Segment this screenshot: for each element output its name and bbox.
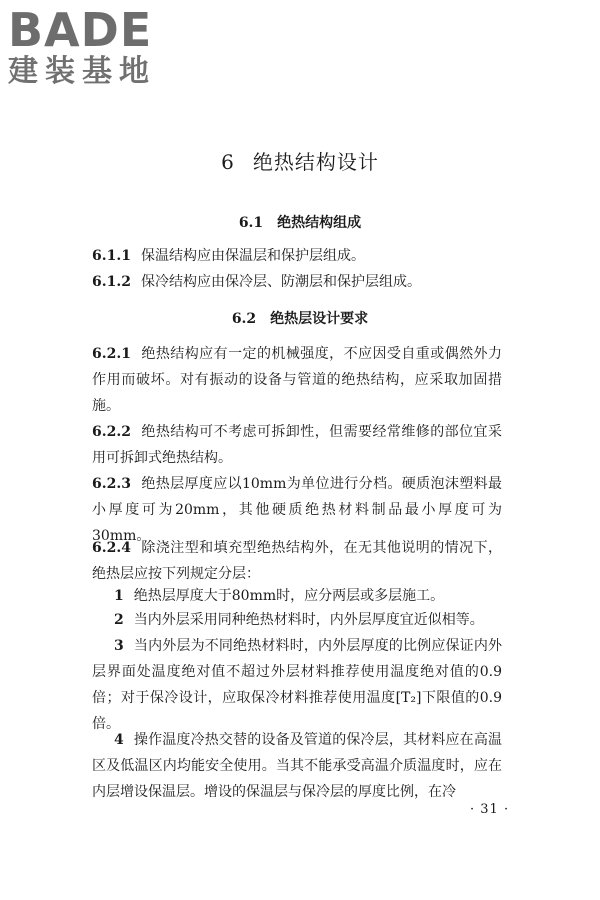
clause-text: 绝热结构应有一定的机械强度，不应因受自重或偶然外力作用而破坏。对有振动的设备与管道的绝热结构，应采取加固措施。 — [92, 346, 502, 414]
item-text: 当内外层为不同绝热材料时，内外层厚度的比例应保证内外层界面处温度绝对值不超过外层材料推荐使用温度绝对值的0.9倍；对于保冷设计，应取保冷材料推荐使用温度[T₂]下限值的0.9倍。 — [92, 638, 502, 732]
clause-number: 6.1.2 — [92, 274, 131, 290]
clause-6-1-2 — [92, 269, 502, 295]
section-title-text: 绝热层设计要求 — [270, 311, 369, 327]
list-item-2 — [92, 607, 502, 633]
logo-mark: BADE — [8, 3, 153, 57]
logo-subtitle: 建装基地 — [8, 54, 156, 89]
clause-text: 保冷结构应由保冷层、防潮层和保护层组成。 — [140, 274, 421, 290]
logo — [8, 3, 178, 89]
list-item-4 — [92, 727, 502, 805]
section-title-text: 绝热结构组成 — [277, 215, 362, 231]
clause-number: 6.1.1 — [92, 248, 131, 264]
section-number: 6.1 — [238, 215, 264, 231]
list-item-1 — [92, 583, 502, 609]
clause-number: 6.2.2 — [92, 424, 131, 440]
section-title-6-1 — [0, 212, 600, 232]
chapter-title-text: 绝热结构设计 — [252, 150, 379, 174]
clause-number: 6.2.1 — [92, 346, 131, 362]
clause-text: 绝热层厚度应以10mm为单位进行分档。硬质泡沫塑料最小厚度可为20mm，其他硬质绝热材料制品最小厚度可为30mm。 — [92, 476, 502, 544]
item-text: 绝热层厚度大于80mm时，应分两层或多层施工。 — [133, 588, 445, 604]
clause-text: 保温结构应由保温层和保护层组成。 — [140, 248, 365, 264]
section-title-6-2 — [0, 308, 600, 328]
chapter-number: 6 — [221, 150, 235, 174]
clause-text: 除浇注型和填充型绝热结构外，在无其他说明的情况下，绝热层应按下列规定分层： — [92, 540, 502, 582]
item-text: 操作温度冷热交替的设备及管道的保冷层，其材料应在高温区及低温区内均能安全使用。当其不能承受高温介质温度时，应在内层增设保温层。增设的保温层与保冷层的厚度比例，在冷 — [92, 732, 502, 800]
section-number: 6.2 — [231, 311, 257, 327]
clause-6-2-4 — [92, 535, 502, 587]
clause-number: 6.2.4 — [92, 540, 131, 556]
clause-number: 6.2.3 — [92, 476, 131, 492]
item-number: 1 — [114, 588, 124, 604]
clause-6-1-1 — [92, 243, 502, 269]
clause-text: 绝热结构可不考虑可拆卸性，但需要经常维修的部位宜采用可拆卸式绝热结构。 — [92, 424, 502, 466]
item-number: 4 — [114, 732, 124, 748]
item-number: 3 — [114, 638, 124, 654]
clause-6-2-2 — [92, 419, 502, 471]
page-number: · 31 · — [470, 802, 510, 817]
list-item-3 — [92, 633, 502, 737]
item-number: 2 — [114, 612, 124, 628]
clause-6-2-1 — [92, 341, 502, 419]
item-text: 当内外层采用同种绝热材料时，内外层厚度宜近似相等。 — [133, 612, 484, 628]
chapter-title — [0, 146, 600, 175]
